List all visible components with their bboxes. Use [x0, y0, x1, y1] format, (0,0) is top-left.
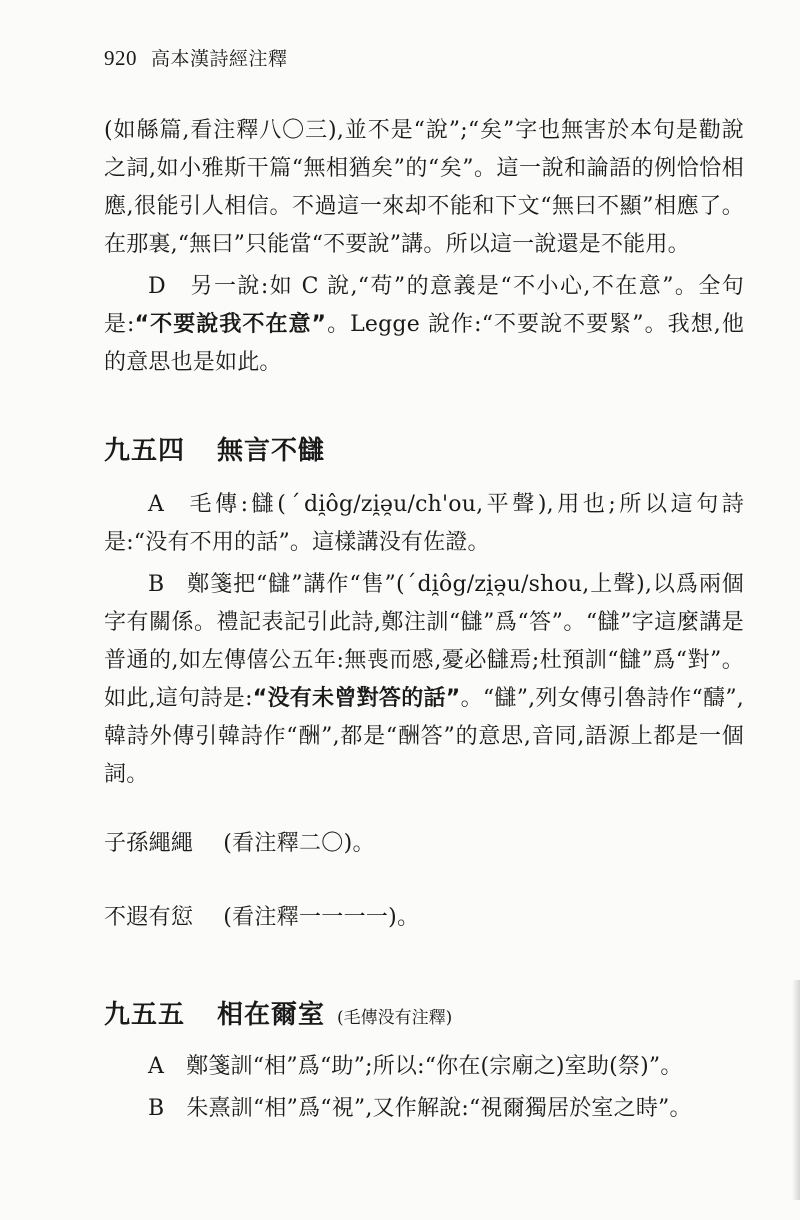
section-955-note: (毛傳没有注釋): [337, 1008, 453, 1028]
cross-ref-note: (看注釋一一一一)。: [223, 905, 420, 930]
cross-ref-phrase: 子孫繩繩: [104, 831, 194, 856]
cross-ref-note: (看注釋二〇)。: [223, 831, 375, 856]
section-954-title: 無言不讎: [217, 436, 326, 466]
cross-ref-line-2: [104, 900, 419, 931]
para-b-label: B: [148, 1096, 165, 1121]
section-955-para-a: [104, 1048, 744, 1086]
section-955-heading: [104, 994, 452, 1031]
para-a-text: 鄭箋訓“相”爲“助”;所以:“你在(宗廟之)室助(祭)”。: [186, 1054, 683, 1079]
section-955-body: [104, 1048, 744, 1132]
section-954-number: 九五四: [104, 436, 186, 466]
para-b-text-end: 。“讎”,列女傳引魯詩作“醻”,韓詩外傳引韓詩作“酬”,都是“酬答”的意思,音同,語源上都是一個詞。: [104, 686, 744, 787]
section-954-para-b: [104, 566, 744, 794]
cross-ref-phrase: 不遐有愆: [104, 905, 194, 930]
section-955-title: 相在爾室: [217, 1000, 326, 1030]
para-d-text-start: D 另一說:如 C 說,“苟”的意義是“不小心,不在意”。全句是:: [104, 274, 744, 337]
para-a-label: A: [148, 492, 165, 517]
para-a-label: A: [148, 1054, 165, 1079]
running-head: [104, 44, 288, 71]
section-955-para-b: [104, 1090, 744, 1128]
cross-ref-line-1: [104, 826, 375, 857]
intro-paragraph-1: (如緜篇,看注釋八〇三),並不是“說”;“矣”字也無害於本句是勸說之詞,如小雅斯干篇“無相猶矣”的“矣”。這一說和論語的例恰恰相應,很能引人相信。不過這一來却不能和下文“無曰不顯”相應了。在那裏,“無曰”只能當“不要說”講。所以這一說還是不能用。: [104, 118, 744, 257]
para-a-text: 毛傳:讎(ˊdi̯ôg/zi̯ə̯u/ch'ou,平聲),用也;所以這句詩是:“没有不用的話”。這樣講没有佐證。: [104, 492, 744, 555]
para-b-text-start: 鄭箋把“讎”講作“售”(ˊdi̯ôg/zi̯ə̯u/shou,上聲),以爲兩個字有關係。禮記表記引此詩,鄭注訓“讎”爲“答”。“讎”字這麼講是普通的,如左傳僖公五年:無喪而慼,憂必讎焉;杜預訓“讎”爲“對”。如此,這句詩是:: [104, 572, 744, 711]
para-b-bold-quote: “没有未曾對答的話”: [252, 686, 461, 711]
para-b-label: B: [148, 572, 165, 597]
para-d-bold-quote: “不要說我不在意”: [134, 312, 327, 337]
para-d-text-end: 。Legge 說作:“不要說不要緊”。我想,他的意思也是如此。: [104, 312, 745, 375]
scan-edge-shadow: [792, 980, 800, 1200]
section-954-body: [104, 486, 744, 798]
section-954-para-a: [104, 486, 744, 562]
page-number: 920: [104, 46, 137, 70]
book-title: 高本漢詩經注釋: [151, 48, 288, 70]
para-b-text: 朱熹訓“相”爲“視”,又作解說:“視爾獨居於室之時”。: [186, 1096, 692, 1121]
section-955-number: 九五五: [104, 1000, 186, 1030]
section-954-heading: [104, 430, 325, 467]
intro-block: [104, 112, 744, 386]
intro-paragraph-2: [104, 268, 744, 382]
